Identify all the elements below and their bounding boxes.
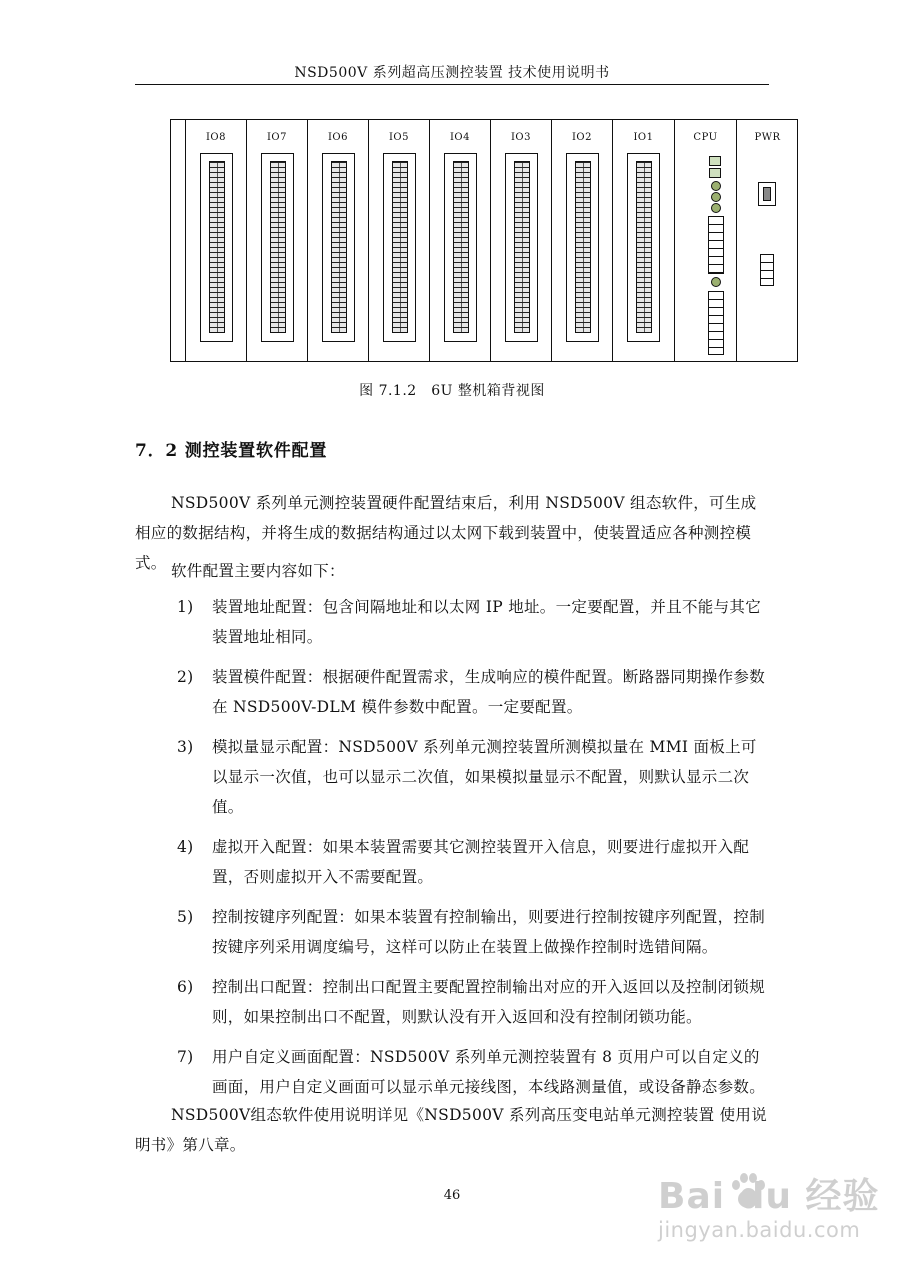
indicator-led-icon [711, 192, 721, 202]
slot-io5 [369, 120, 430, 361]
chassis-left-panel [171, 120, 186, 361]
io-connector-frame [383, 153, 416, 342]
slot-label: PWR [754, 132, 781, 143]
terminal-strip [270, 161, 286, 333]
terminal-strip [331, 161, 347, 333]
cpu-terminal-block [708, 216, 724, 274]
slot-io4 [430, 120, 491, 361]
intro-paragraph: NSD500V 系列单元测控装置硬件配置结束后，利用 NSD500V 组态软件，可生成相应的数据结构，并将生成的数据结构通过以太网下载到装置中，使装置适应各种测控模式。 [135, 494, 757, 572]
slot-label: CPU [693, 132, 718, 143]
slot-label: IO4 [449, 132, 470, 143]
list-number: 6) [177, 978, 194, 996]
indicator-led-icon [711, 203, 721, 213]
list-text: 控制按键序列配置：如果本装置有控制输出，则要进行控制按键序列配置，控制按键序列采用调度编号，这样可以防止在装置上做操作控制时选错间隔。 [212, 908, 766, 956]
slot-label: IO6 [327, 132, 348, 143]
config-list [135, 592, 771, 1112]
list-number: 3) [177, 738, 194, 756]
list-item [135, 832, 771, 892]
list-item [135, 732, 771, 822]
list-number: 4) [177, 838, 194, 856]
power-switch-icon [758, 182, 776, 206]
slot-io3 [491, 120, 552, 361]
header-rule [135, 84, 769, 85]
slot-io6 [308, 120, 369, 361]
ethernet-port-icon [709, 168, 721, 178]
cpu-terminal-block [708, 291, 724, 355]
terminal-strip [392, 161, 408, 333]
io-connector-frame [322, 153, 355, 342]
list-text: 装置地址配置：包含间隔地址和以太网 IP 地址。一定要配置，并且不能与其它装置地址相同。 [212, 598, 762, 646]
watermark [630, 1168, 880, 1258]
io-connector-frame [566, 153, 599, 342]
slot-pwr [737, 120, 798, 361]
chassis-diagram [170, 119, 798, 362]
power-terminal-block [760, 254, 774, 286]
list-number: 2) [177, 668, 194, 686]
terminal-strip [514, 161, 530, 333]
watermark-url: jingyan.baidu.com [658, 1218, 861, 1242]
section-title: 7．2 测控装置软件配置 [135, 441, 328, 461]
slot-io8 [186, 120, 247, 361]
io-connector-frame [444, 153, 477, 342]
slot-label: IO1 [633, 132, 654, 143]
slot-cpu [675, 120, 737, 361]
slot-label: IO3 [510, 132, 531, 143]
list-number: 1) [177, 598, 194, 616]
list-text: 控制出口配置：控制出口配置主要配置控制输出对应的开入返回以及控制闭锁规则，如果控制出口不配置，则默认没有开入返回和没有控制闭锁功能。 [212, 978, 766, 1026]
list-intro-paragraph: 软件配置主要内容如下： [171, 562, 345, 580]
terminal-strip [575, 161, 591, 333]
slot-io1 [613, 120, 675, 361]
slot-label: IO8 [205, 132, 226, 143]
figure-caption: 图 7.1.2 6U 整机箱背视图 [359, 383, 545, 399]
slot-label: IO5 [388, 132, 409, 143]
list-item [135, 902, 771, 962]
list-item [135, 1042, 771, 1102]
indicator-led-icon [711, 277, 721, 287]
list-item [135, 972, 771, 1032]
watermark-brand: Bai du 经验 [658, 1176, 880, 1217]
paw-icon [730, 1172, 766, 1212]
list-item [135, 592, 771, 652]
terminal-strip [453, 161, 469, 333]
list-text: 虚拟开入配置：如果本装置需要其它测控装置开入信息，则要进行虚拟开入配置，否则虚拟开入不需要配置。 [212, 838, 750, 886]
terminal-strip [636, 161, 652, 333]
list-number: 5) [177, 908, 194, 926]
list-number: 7) [177, 1048, 194, 1066]
io-connector-frame [505, 153, 538, 342]
closing-paragraph: NSD500V组态软件使用说明详见《NSD500V 系列高压变电站单元测控装置 使用说明书》第八章。 [135, 1106, 768, 1154]
io-connector-frame [200, 153, 233, 342]
page-header: NSD500V 系列超高压测控装置 技术使用说明书 [294, 65, 610, 81]
io-connector-frame [627, 153, 660, 342]
list-text: 装置模件配置：根据硬件配置需求，生成响应的模件配置。断路器同期操作参数在 NSD500V-DLM 模件参数中配置。一定要配置。 [212, 668, 766, 716]
list-text: 模拟量显示配置：NSD500V 系列单元测控装置所测模拟量在 MMI 面板上可以显示一次值，也可以显示二次值，如果模拟量显示不配置，则默认显示二次值。 [212, 738, 757, 816]
slot-label: IO2 [571, 132, 592, 143]
slot-label: IO7 [266, 132, 287, 143]
list-text: 用户自定义画面配置：NSD500V 系列单元测控装置有 8 页用户可以自定义的画面，用户自定义画面可以显示单元接线图，本线路测量值，或设备静态参数。 [212, 1048, 766, 1096]
page-number: 46 [443, 1188, 461, 1203]
io-connector-frame [261, 153, 294, 342]
slot-io2 [552, 120, 613, 361]
terminal-strip [209, 161, 225, 333]
indicator-led-icon [711, 181, 721, 191]
slot-io7 [247, 120, 308, 361]
list-item [135, 662, 771, 722]
ethernet-port-icon [709, 156, 721, 166]
